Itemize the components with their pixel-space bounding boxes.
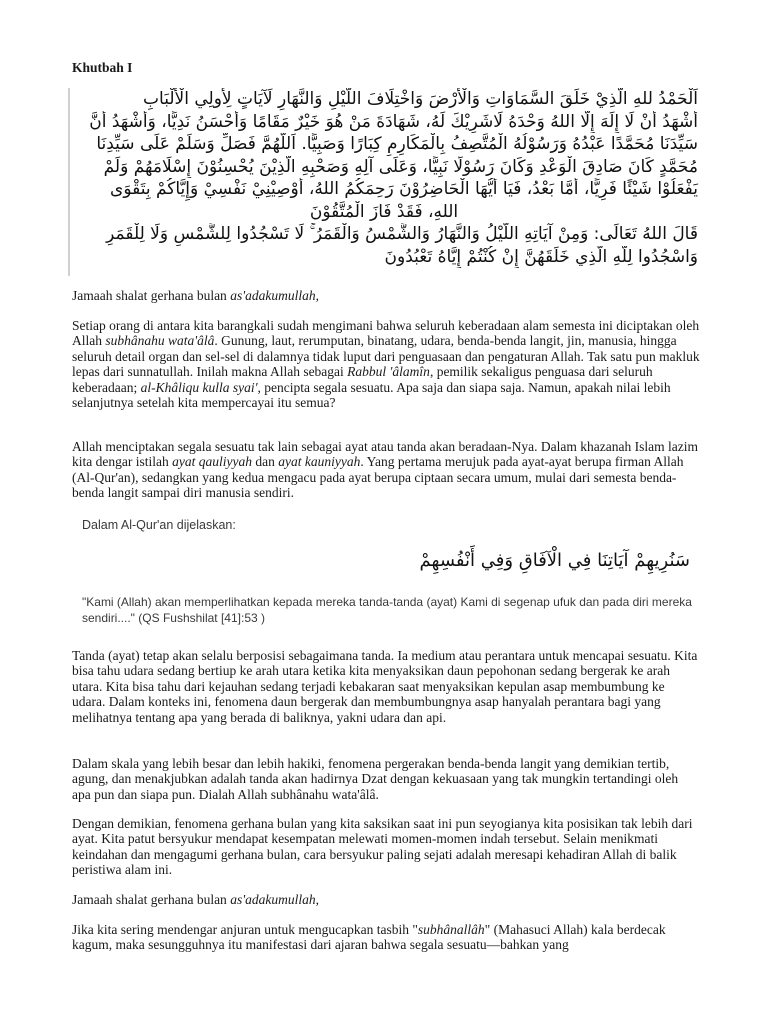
text-span: dan: [251, 454, 279, 470]
text-span: Jika kita sering mendengar anjuran untuk mengucapkan tasbih ": [72, 922, 418, 937]
quote-translation: "Kami (Allah) akan memperlihatkan kepada mereka tanda-tanda (ayat) Kami di segenap ufuk dan pada diri mereka sendiri...." (QS Fushshilat [41]:53 ): [82, 595, 692, 625]
arabic-line: قَالَ اللهُ تَعَالَى: وَمِنْ آيَاتِهِ اللَّيْلُ وَالنَّهَارُ وَالشَّمْسُ وَالْقَمَرُ ۚ لَا تَسْجُدُوا لِلشَّمْسِ وَلَا لِلْقَمَرِ: [106, 224, 698, 244]
arabic-line: سَيِّدَنَا مُحَمَّدًا عَبْدُهُ وَرَسُوْلُهُ الْمُتَّصِفُ بِالْمَكَارِمِ كِبَارًا وَصَبِيًّا. اَللَّهُمَّ فَصَلِّ وَسَلِّمْ عَلَى سَيِّدِنَا: [96, 134, 698, 154]
text-span: " (Mahasuci Allah) kala berdecak kagum, maka sesungguhnya itu manifestasi dari ajaran bahwa segala sesuatu—bahkan yang: [72, 922, 666, 953]
greeting-suffix: ,: [315, 892, 319, 907]
arabic-line: وَاسْجُدُوا لِلَّهِ الَّذِي خَلَقَهُنَّ إِنْ كُنْتُمْ إِيَّاهُ تَعْبُدُونَ: [384, 246, 698, 267]
body-paragraph-2: [72, 439, 700, 501]
greeting-paragraph: [72, 288, 700, 303]
greeting-italic: as'adakumullah: [230, 288, 316, 303]
text-span: Setiap orang di antara kita barangkali sudah mengimani bahwa seluruh keberadaan alam semesta ini diciptakan oleh Allah: [72, 318, 700, 349]
text-span: , pencipta segala sesuatu. Apa saja dan siapa saja. Namun, apakah nilai lebih selanjutnya setelah kita mempercayai itu semua?: [72, 379, 671, 411]
arabic-line: أَشْهَدُ أَنْ لَا إِلَهَ إِلَّا اللهُ وَحْدَهُ لَاشَرِيْكَ لَهُ، شَهَادَةَ مَنْ هُوَ خَيْرٌ مَقَامًا وَأَحْسَنُ نَدِيًّا، وَأَشْهَدُ أَنَّ: [89, 111, 698, 132]
body-paragraph-6: [72, 922, 700, 953]
greeting-text: Jamaah shalat gerhana bulan: [72, 892, 231, 907]
text-span: , pemilik sekaligus penguasa dari seluruh keberadaan;: [72, 364, 653, 395]
quran-quote-image: [68, 514, 704, 624]
quote-arabic: سَنُرِيهِمْ آيَاتِنَا فِي الْآفَاقِ وَفِي أَنْفُسِهِمْ: [419, 550, 690, 571]
arabic-line: مُحَمَّدٍ كَانَ صَادِقَ الْوَعْدِ وَكَانَ رَسُوْلًا نَبِيًّا، وَعَلَى آلِهِ وَصَحْبِهِ الَّذِيْنَ يُحْسِنُوْنَ إِسْلَامَهُمْ وَلَمْ: [103, 156, 698, 177]
arabic-line: اللهِ، فَقَدْ فَازَ الْمُتَّقُوْنَ: [309, 201, 459, 222]
greeting-text: Jamaah shalat gerhana bulan: [72, 288, 231, 303]
italic-term: al-Khâliqu kulla syai': [140, 379, 258, 395]
italic-term: subhânallâh: [417, 922, 485, 937]
italic-term: ayat kauniyyah: [278, 454, 361, 470]
greeting-paragraph: [72, 892, 700, 907]
greeting-suffix: ,: [315, 288, 319, 303]
italic-term: Rabbul 'âlamîn: [347, 364, 430, 380]
body-paragraph-4: Dalam skala yang lebih besar dan lebih hakiki, fenomena pergerakan benda-benda langit yang demikian tertib, agung, dan menakjubkan adalah tanda akan hadirnya Dzat dengan kekuasaan yang tak mungkin tertandingi oleh apa pun dan siapa pun. Dialah Allah subhânahu wata'âlâ.: [72, 756, 679, 802]
arabic-khutbah-image: [68, 88, 704, 276]
italic-term: ayat qauliyyah: [172, 454, 252, 470]
body-paragraph-3: Tanda (ayat) tetap akan selalu berposisi sebagaimana tanda. Ia medium atau perantara untuk mencapai sesuatu. Kita bisa tahu udara sedang bertiup ke arah utara ketika kita menyaksikan daun pepohonan sedang bergerak ke arah utara. Kita bisa tahu dari kejauhan sedang terjadi kebakaran saat menyaksikan kepulan asap membumbung ke udara. Dalam konteks ini, fenomena daun bergerak dan membumbungnya asap hanyalah perantara bagi yang melihatnya tentang apa yang berada di baliknya, yakni udara dan api.: [72, 648, 698, 725]
greeting-italic: as'adakumullah: [230, 892, 316, 907]
quote-intro: Dalam Al-Qur'an dijelaskan:: [82, 518, 236, 532]
arabic-line: يَفْعَلُوْا شَيْئًا فَرِيًّا، أَمَّا بَعْدُ، فَيَا أَيُّهَا الْحَاضِرُوْنَ رَحِمَكُمُ اللهُ، أُوْصِيْنِيْ نَفْسِيْ وَإِيَّاكُمْ بِتَقْوَى: [110, 179, 698, 199]
italic-term: subhânahu wata'âlâ: [105, 333, 215, 349]
body-paragraph-5: Dengan demikian, fenomena gerhana bulan yang kita saksikan saat ini pun seyogianya kita posisikan tak lebih dari ayat. Kita patut bersyukur mendapat kesempatan melewati momen-momen indah tersebut. Selain menikmati keindahan dan mengagumi gerhana bulan, cara bersyukur paling sejati adalah meresapi kehadiran Allah di balik peristiwa alam ini.: [72, 816, 693, 878]
text-span: . Yang pertama merujuk pada ayat-ayat berupa firman Allah (Al-Qur'an), sedangkan yang kedua mengacu pada ayat berupa ciptaan secara umum, mulai dari semesta benda-benda langit sampai diri manusia sendiri.: [72, 454, 684, 501]
body-paragraph-1: [72, 318, 700, 410]
arabic-line: اَلْحَمْدُ للهِ الَّذِيْ خَلَقَ السَّمَاوَاتِ وَالْأَرْضَ وَاخْتِلَافَ اللَّيْلِ وَالنَّهَارِ لَآيَاتٍ لِأُولِي الْأَلْبَابِ: [143, 89, 698, 109]
section-title: Khutbah I: [72, 60, 133, 75]
text-span: . Gunung, laut, rerumputan, binatang, udara, benda-benda langit, jin, manusia, hingga seluruh detail organ dan sel-sel di dalamnya tidak luput dari penguasaan dan pengaturan Allah. Tak satu pun makluk lepas dari sunnatullah. Inilah makna Allah sebagai: [72, 333, 700, 380]
text-span: Allah menciptakan segala sesuatu tak lain sebagai ayat atau tanda akan beradaan-Nya. Dalam khazanah Islam lazim kita dengar istilah: [72, 439, 698, 470]
